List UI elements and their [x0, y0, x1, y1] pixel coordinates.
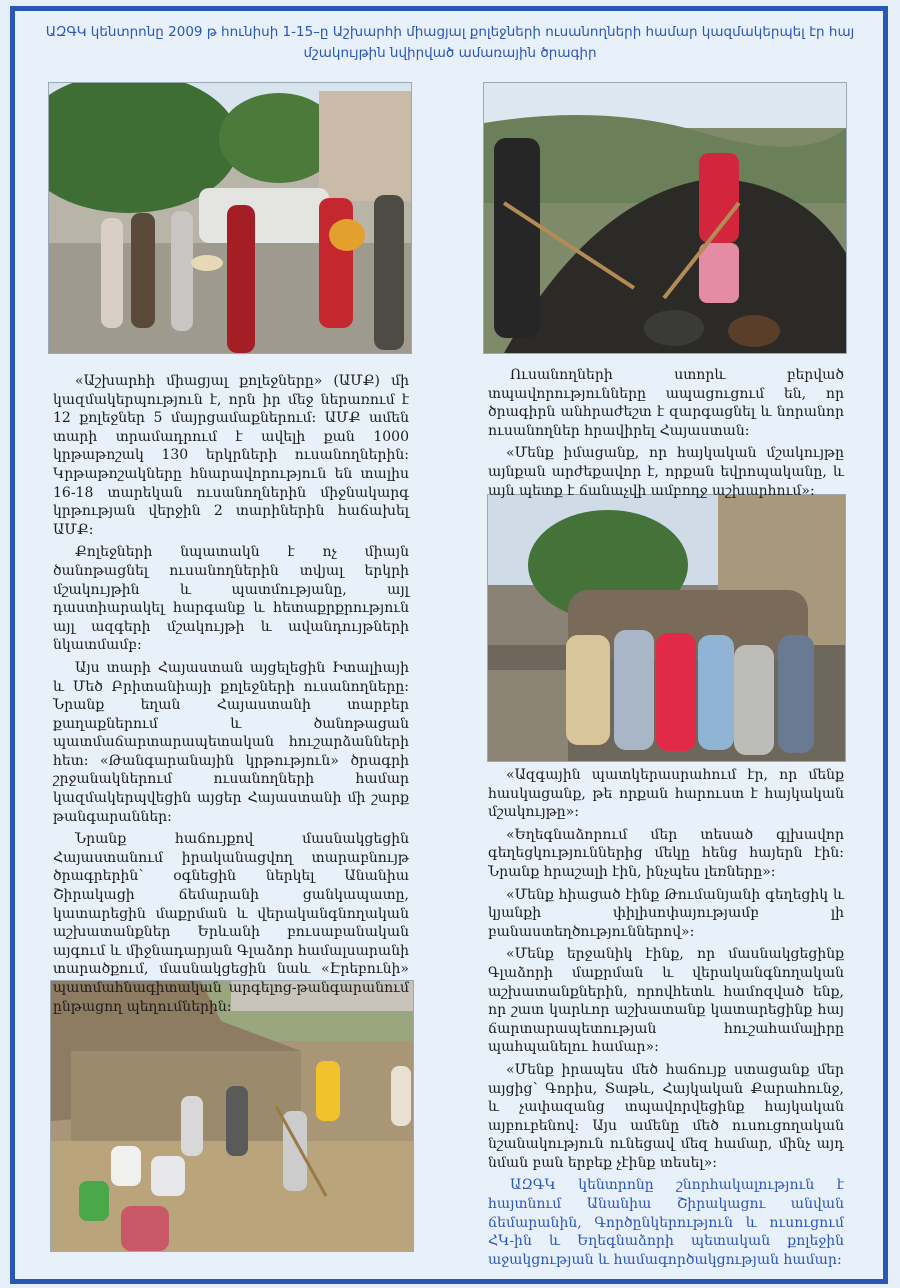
page-title: ԱԶԳԿ կենտրոնը 2009 թ հունիսի 1-15–ը Աշխարհի միացյալ քոլեջների ուսանողների համար կազմակերպել էր հայ մշակույթին նվիրված ամառային ծրագիր [45, 24, 855, 61]
left-paragraph: Քոլեջների նպատակն է ոչ միայն ծանոթացնել ուսանողներին տվյալ երկրի մշակույթին և պատմությանը, այլ դաստիարակել հարգանք և հետաքրքրություն այլ ազգերի մշակույթի և ավանդույթների նկատմամբ: [53, 544, 409, 654]
welcome-ceremony-photo [48, 82, 412, 354]
excavation-photo [50, 980, 414, 1252]
left-paragraph: Նրանք հաճույքով մասնակցեցին Հայաստանում իրականացվող տարաբնույթ ծրագրերին՝ օգնեցին ներկել Անանիա Շիրակացի ճեմարանի ցանկապատը, կատարեցին մաքրման և վերականգնողական աշխատանքներ Երևանի բուսաբանական այգում և միջնադարյան Գլաձոր համալսարանի տարածքում, մասնակցեցին նաև «Էրեբունի» պատմահնագիտական արգելոց-թանգարանում ընթացող պեղումներին: [53, 831, 409, 1015]
left-paragraph: «Աշխարհի միացյալ քոլեջները» (ԱՄՔ) մի կազմակերպություն է, որն իր մեջ ներառում է 12 քոլեջներ 5 մայրցամաքներում: ԱՄՔ ամեն տարի տրամադրում է ավելի քան 1000 կրթաթոշակ 130 երկրների ուսանողներին: Կրթաթոշակները հնարավորություն են տալիս 16-18 տարեկան ուսանողներին միջնակարգ կրթության վերջին 2 տարիներին հաճախել ԱՄՔ: [53, 373, 409, 538]
left-text-column [53, 372, 409, 1020]
student-quote: «Եղեգնաձորում մեր տեսած գլխավոր գեղեցկություններից մեկը հենց հայերն էին: Նրանք հրաշալի էին, ինչպես լեռները»: [488, 826, 844, 880]
student-quote: «Մենք իրապես մեծ հաճույք ստացանք մեր այցից՝ Գորիս, Տաթև, Հայկական Քարահունջ, և չափազանց տպավորվեցինք հայկական այբուբենով: Այս ամենը մեծ ուսուցողական նշանակություն ունեցավ մեզ համար, մինչ այդ նման բան երբեք չէինք տեսել»: [488, 1061, 844, 1171]
student-quote: «Մենք իմացանք, որ հայկական մշակույթը այնքան արժեքավոր է, որքան եվրոպականը, և այն պետք է ճանաչվի ամբողջ աշխարհում»: [488, 445, 844, 499]
right-text-top [488, 366, 844, 504]
acknowledgement: ԱԶԳԿ կենտրոնը շնորհակալություն է հայտնում Անանիա Շիրակացու անվան ճեմարանին, Գործընկերություն և ուսուցում ՀԿ-ին և Եղեգնաձորի պետական քոլեջին աջակցության և համագործակցության համար: [488, 1177, 844, 1268]
student-quote: «Մենք երջանիկ էինք, որ մասնակցեցինք Գլաձորի մաքրման և վերականգնողական աշխատանքներին, որովհետև համոզված ենք, որ շատ կարևոր աշխատանք կատարեցինք հայ ճարտարապետության հուշահամալիրը պահպանելու համար»: [488, 946, 844, 1056]
right-paragraph: Ուսանողների ստորև բերված տպավորությունները ապացուցում են, որ ծրագիրն անհրաժեշտ է զարգացնել և նորանոր ուսանողներ հրավիրել Հայաստան: [488, 367, 844, 439]
group-photo [487, 494, 846, 762]
right-text-bottom [488, 766, 844, 1273]
left-paragraph: Այս տարի Հայաստան այցելեցին Իտալիայի և Մեծ Բրիտանիայի քոլեջների ուսանողները: Նրանք եղան Հայաստանի տարբեր քաղաքներում և ծանոթացան պատմաճարտարապետական հուշարձանների հետ: «Թանգարանային կրթություն» ծրագրի շրջանակներում ուսանողների համար կազմակերպվեցին այցեր Հայաստանի մի շարք թանգարաններ: [53, 659, 409, 825]
student-quote: «Մենք հիացած էինք Թումանյանի գեղեցիկ և կյանքի փիլիսոփայությամբ լի բանաստեղծություններով»: [488, 886, 844, 940]
shoveling-soil-photo [483, 82, 847, 354]
student-quote: «Ազգային պատկերասրահում էր, որ մենք հասկացանք, թե որքան հարուստ է հայկական մշակույթը»: [488, 767, 844, 821]
